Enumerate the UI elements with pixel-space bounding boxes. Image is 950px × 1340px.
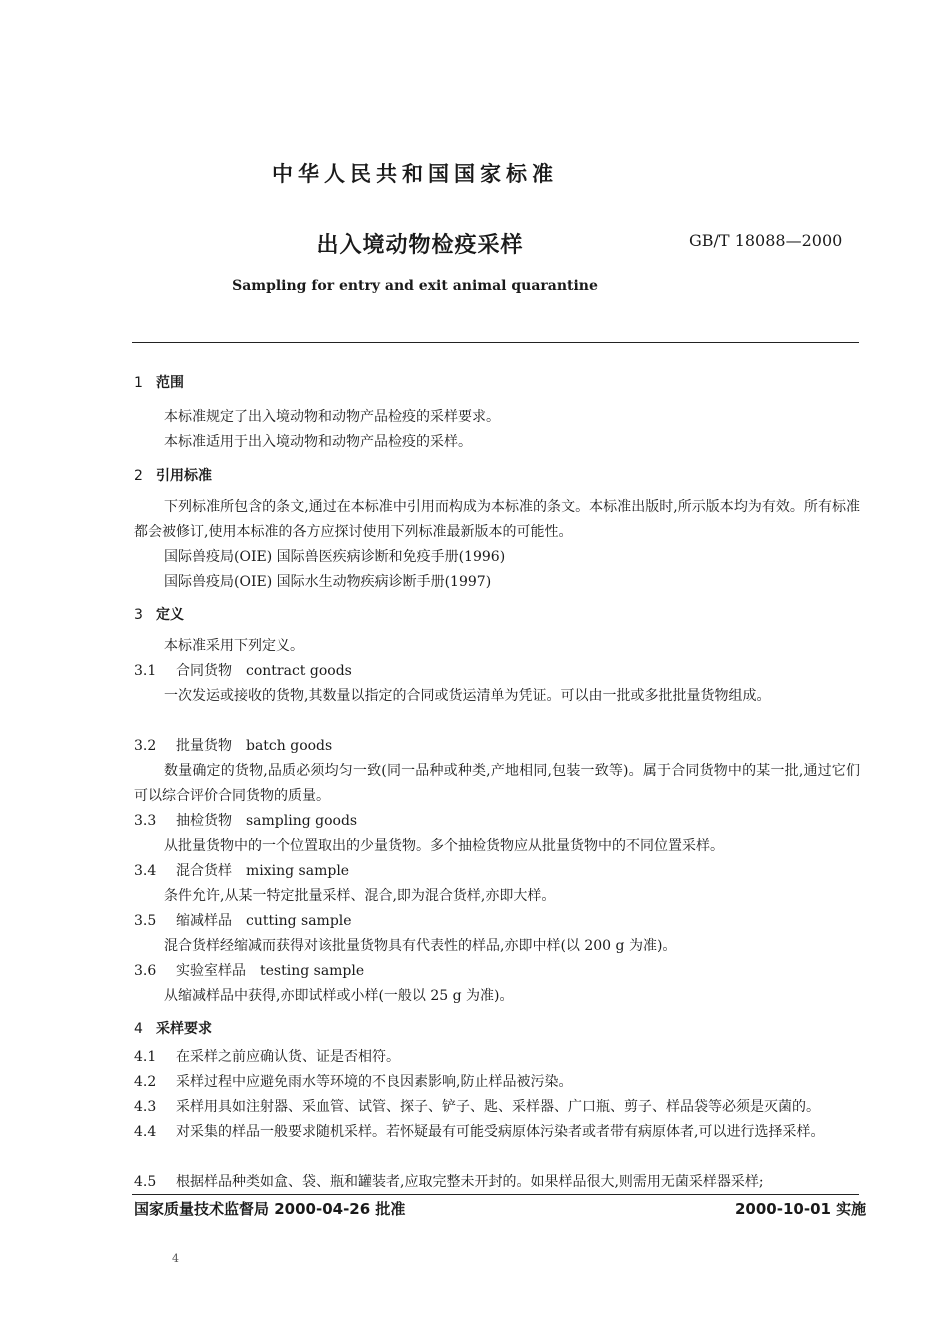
approval-line: 国家质量技术监督局 2000-04-26 批准	[134, 1200, 406, 1218]
clause-number: 4.4	[134, 1124, 157, 1140]
clause-number: 4.3	[134, 1099, 157, 1115]
clause-number: 3.6	[134, 963, 157, 979]
section-4-heading	[134, 1018, 212, 1038]
paragraph: 本标准适用于出入境动物和动物产品检疫的采样。	[164, 434, 472, 450]
definition-term	[134, 909, 352, 934]
requirement-text: 采样过程中应避免雨水等环境的不良因素影响,防止样品被污染。	[176, 1074, 573, 1090]
clause-number: 4.1	[134, 1049, 157, 1065]
definition-text: 从缩减样品中获得,亦即试样或小样(一般以 25 g 为准)。	[164, 988, 514, 1004]
definition-text: 数量确定的货物,品质必须均匀一致(同一品种或种类,产地相同,包装一致等)。属于合同货物中的某一批,通过它们可以综合评价合同货物的质量。	[134, 763, 860, 804]
clause-number: 3.1	[134, 663, 157, 679]
footer-rule	[132, 1194, 859, 1195]
requirement-text: 在采样之前应确认货、证是否相符。	[176, 1049, 400, 1065]
section-2-heading	[134, 465, 212, 485]
section-number: 2	[134, 468, 143, 484]
effective-date: 2000-10-01 实施	[735, 1200, 867, 1218]
term-en: mixing sample	[246, 863, 350, 879]
definition-term	[134, 809, 357, 834]
term-cn: 合同货物	[176, 663, 232, 679]
document-title: 出入境动物检疫采样	[316, 233, 524, 258]
national-standard-heading: 中华人民共和国国家标准	[272, 162, 558, 186]
english-title: Sampling for entry and exit animal quarantine	[232, 278, 598, 294]
section-3-heading	[134, 604, 184, 624]
definition-text: 条件允许,从某一特定批量采样、混合,即为混合货样,亦即大样。	[164, 888, 556, 904]
term-en: testing sample	[260, 963, 365, 979]
requirement-item	[134, 1170, 764, 1195]
reference-item: 国际兽疫局(OIE) 国际兽医疾病诊断和免疫手册(1996)	[164, 549, 506, 565]
section-title: 引用标准	[156, 468, 212, 484]
term-en: sampling goods	[246, 813, 358, 829]
term-en: contract goods	[246, 663, 352, 679]
standard-code: GB/T 18088—2000	[689, 231, 843, 250]
term-cn: 实验室样品	[176, 963, 246, 979]
term-cn: 抽检货物	[176, 813, 232, 829]
requirement-text: 采样用具如注射器、采血管、试管、探子、铲子、匙、采样器、广口瓶、剪子、样品袋等必须是灭菌的。	[176, 1099, 820, 1115]
definition-term	[134, 859, 349, 884]
requirement-item	[134, 1045, 400, 1070]
term-cn: 批量货物	[176, 738, 232, 754]
paragraph: 本标准规定了出入境动物和动物产品检疫的采样要求。	[164, 409, 500, 425]
definition-text: 从批量货物中的一个位置取出的少量货物。多个抽检货物应从批量货物中的不同位置采样。	[164, 838, 724, 854]
section-title: 定义	[156, 607, 184, 623]
requirement-item	[134, 1095, 820, 1120]
requirement-text: 根据样品种类如盒、袋、瓶和罐装者,应取完整未开封的。如果样品很大,则需用无菌采样器采样;	[176, 1174, 764, 1190]
definition-term	[134, 734, 332, 759]
term-en: cutting sample	[246, 913, 352, 929]
term-cn: 缩减样品	[176, 913, 232, 929]
page-number: 4	[172, 1252, 179, 1265]
paragraph: 本标准采用下列定义。	[164, 638, 304, 654]
section-title: 范围	[156, 375, 184, 391]
paragraph: 下列标准所包含的条文,通过在本标准中引用而构成为本标准的条文。本标准出版时,所示版本均为有效。所有标准都会被修订,使用本标准的各方应探讨使用下列标准最新版本的可能性。	[134, 499, 860, 540]
definition-term	[134, 959, 364, 984]
term-cn: 混合货样	[176, 863, 232, 879]
clause-number: 3.4	[134, 863, 157, 879]
definition-text: 一次发运或接收的货物,其数量以指定的合同或货运清单为凭证。可以由一批或多批批量货物组成。	[164, 688, 771, 704]
section-title: 采样要求	[156, 1021, 212, 1037]
definition-text: 混合货样经缩减而获得对该批量货物具有代表性的样品,亦即中样(以 200 g 为准)。	[164, 938, 677, 954]
clause-number: 4.5	[134, 1174, 157, 1190]
clause-number: 3.5	[134, 913, 157, 929]
header-rule	[132, 342, 859, 343]
definition-term	[134, 659, 352, 684]
requirement-item	[134, 1070, 572, 1095]
section-number: 4	[134, 1021, 143, 1037]
section-number: 1	[134, 375, 143, 391]
requirement-item	[134, 1120, 860, 1145]
clause-number: 3.2	[134, 738, 157, 754]
reference-item: 国际兽疫局(OIE) 国际水生动物疾病诊断手册(1997)	[164, 574, 492, 590]
clause-number: 4.2	[134, 1074, 157, 1090]
section-1-heading	[134, 372, 184, 392]
term-en: batch goods	[246, 738, 333, 754]
clause-number: 3.3	[134, 813, 157, 829]
requirement-text: 对采集的样品一般要求随机采样。若怀疑最有可能受病原体污染者或者带有病原体者,可以进行选择采样。	[176, 1124, 825, 1140]
section-number: 3	[134, 607, 143, 623]
